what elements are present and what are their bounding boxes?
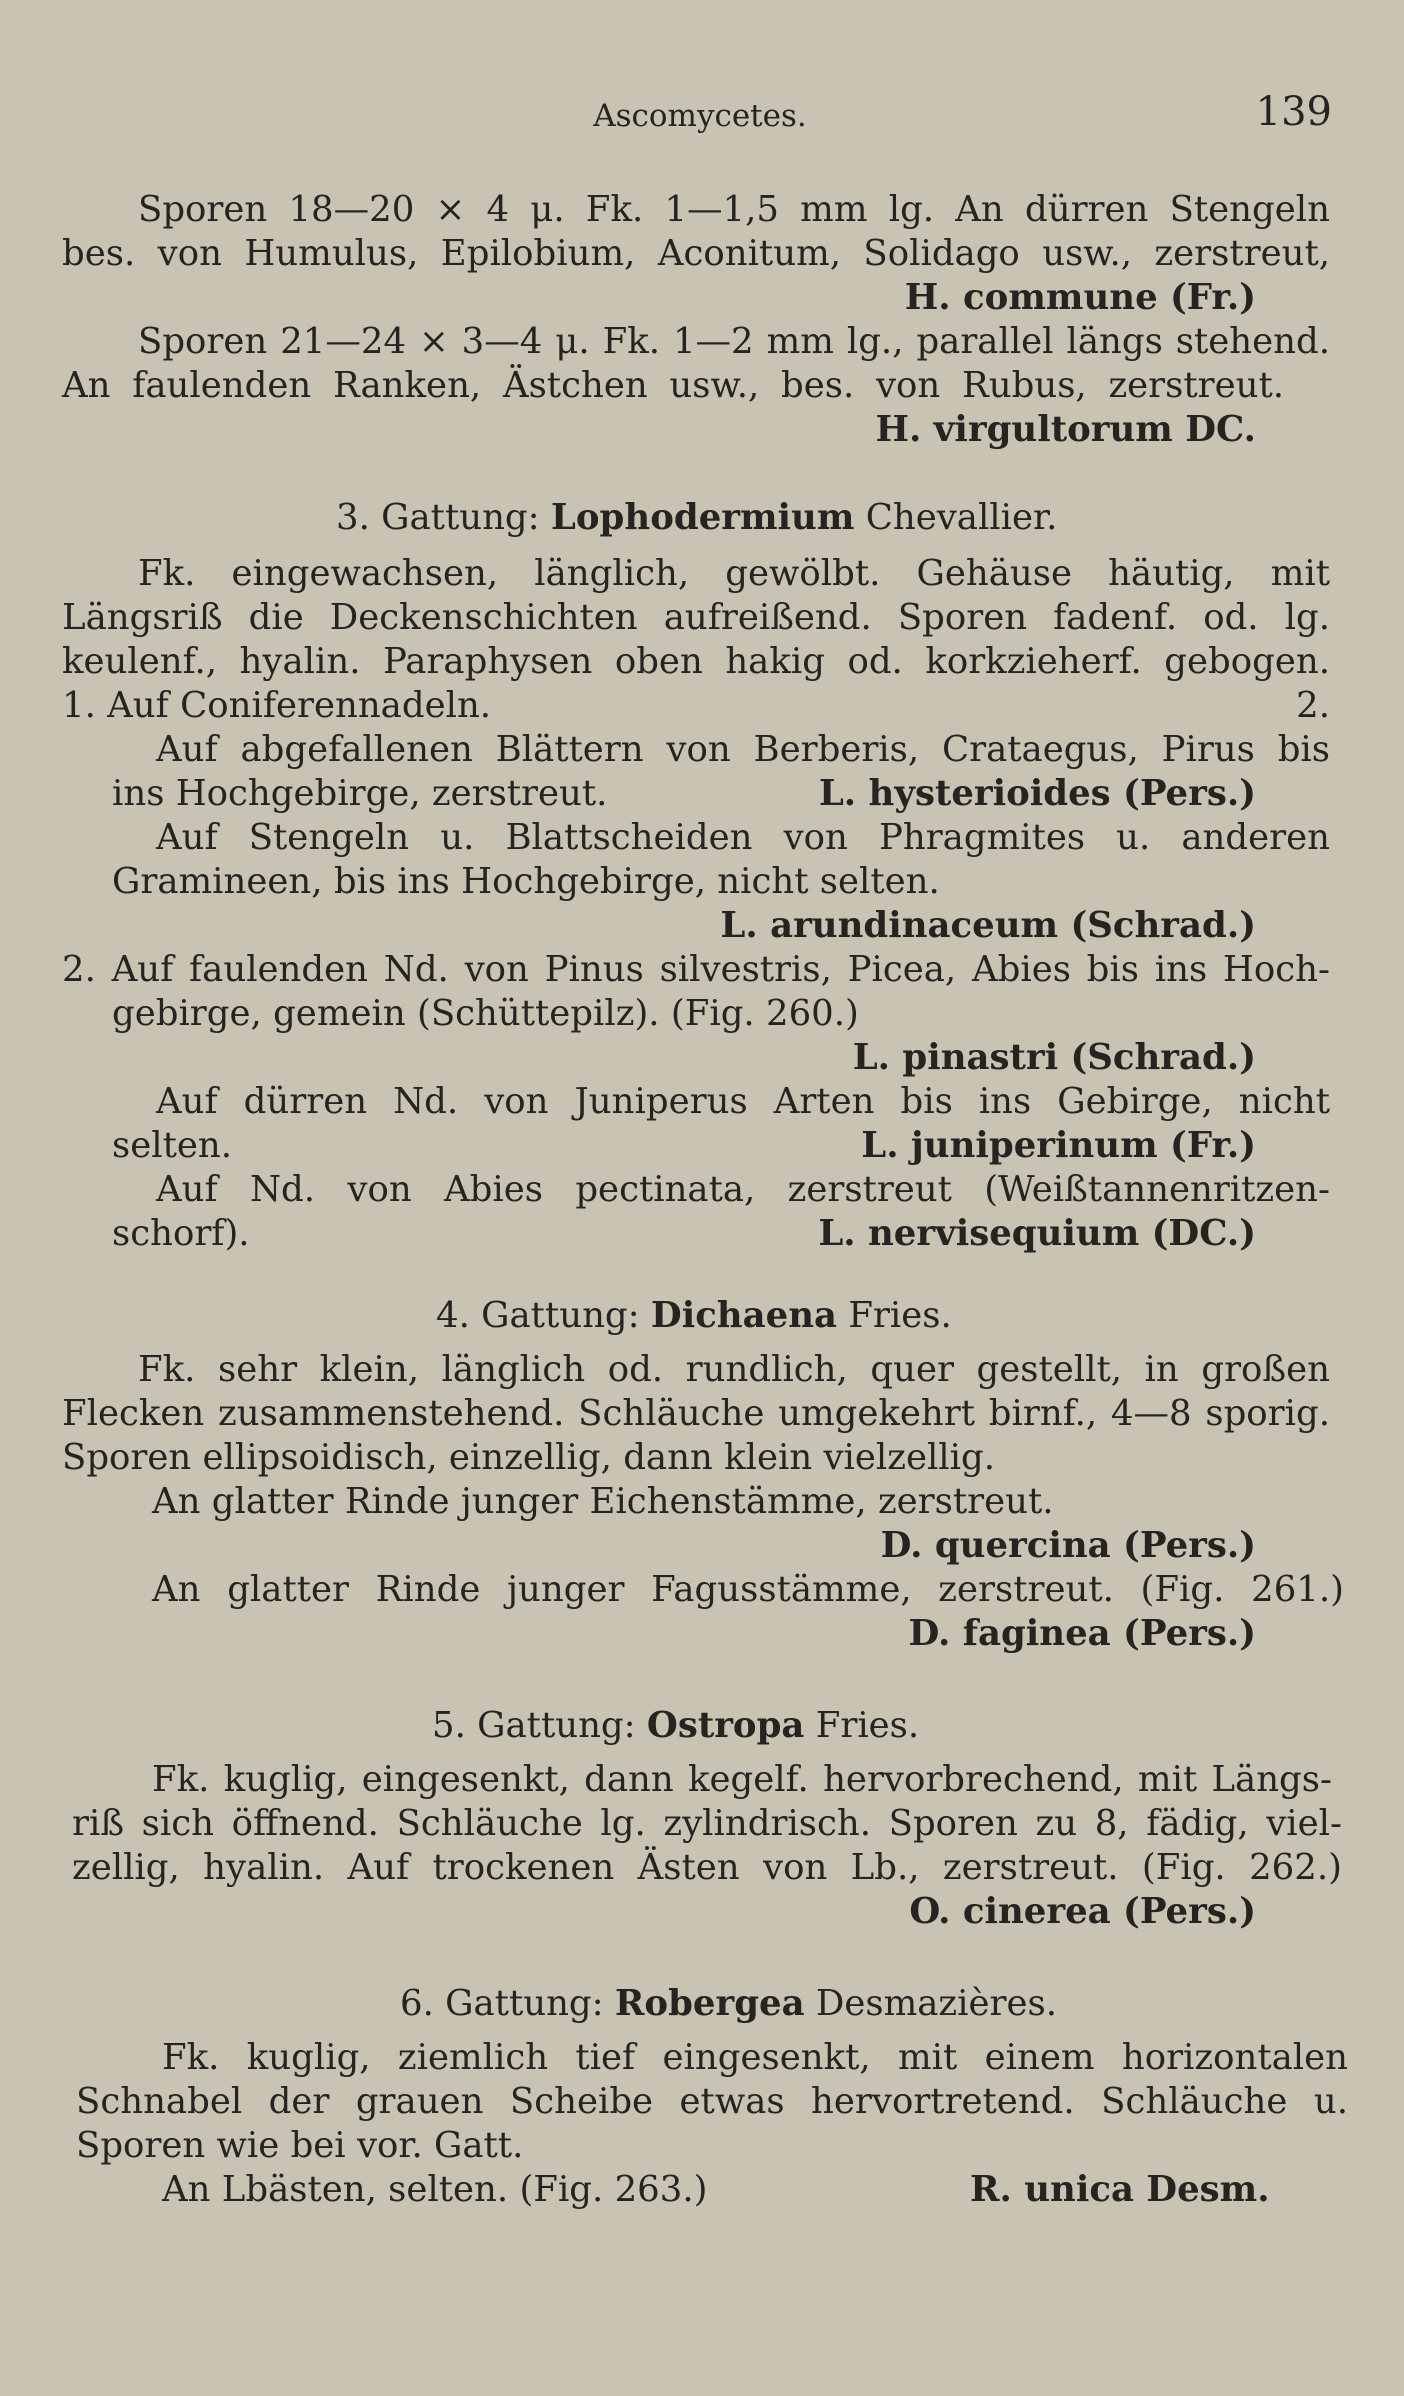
text-line: bes. von Humulus, Epilobium, Aconitum, Solidago usw., zerstreut, xyxy=(62,233,1330,274)
text-line: Fk. sehr klein, länglich od. rundlich, quer gestellt, in großen xyxy=(138,1349,1330,1390)
key-reference: 2. xyxy=(1296,685,1330,726)
genus-heading: 3. Gattung: Lophodermium Chevallier. xyxy=(336,497,1058,538)
text-line: keulenf., hyalin. Paraphysen oben hakig od. korkzieherf. gebogen. xyxy=(62,641,1330,682)
text-line: Flecken zusammenstehend. Schläuche umgekehrt birnf., 4—8 sporig. xyxy=(62,1393,1330,1434)
species-name: H. virgultorum DC. xyxy=(875,409,1256,450)
text-line: Auf dürren Nd. von Juniperus Arten bis ins Gebirge, nicht xyxy=(156,1081,1330,1122)
species-name: R. unica Desm. xyxy=(970,2169,1270,2210)
text-line: gebirge, gemein (Schüttepilz). (Fig. 260.) xyxy=(112,993,859,1034)
text-line: Fk. eingewachsen, länglich, gewölbt. Gehäuse häutig, mit xyxy=(138,553,1330,594)
species-name: H. commune (Fr.) xyxy=(904,277,1256,318)
text-line: 2. Auf faulenden Nd. von Pinus silvestris, Picea, Abies bis ins Hoch- xyxy=(62,949,1330,990)
genus-name: Dichaena xyxy=(650,1295,838,1336)
species-name: L. arundinaceum (Schrad.) xyxy=(720,905,1256,946)
genus-name: Lophodermium xyxy=(550,497,855,538)
text-line: selten. xyxy=(112,1125,233,1166)
page-number: 139 xyxy=(1255,89,1332,135)
species-name: D. quercina (Pers.) xyxy=(880,1525,1256,1566)
text-line: Schnabel der grauen Scheibe etwas hervortretend. Schläuche u. xyxy=(76,2081,1348,2122)
text-line: ins Hochgebirge, zerstreut. xyxy=(112,773,608,814)
running-header: Ascomycetes. xyxy=(593,98,807,134)
species-name: L. pinastri (Schrad.) xyxy=(852,1037,1256,1078)
genus-name: Robergea xyxy=(614,1983,805,2024)
genus-heading: 5. Gattung: Ostropa Fries. xyxy=(432,1705,920,1746)
text-line: schorf). xyxy=(112,1213,250,1254)
text-line: Sporen ellipsoidisch, einzellig, dann klein vielzellig. xyxy=(62,1437,996,1478)
species-name: D. faginea (Pers.) xyxy=(908,1613,1256,1654)
text-line: Sporen 21—24 × 3—4 μ. Fk. 1—2 mm lg., parallel längs stehend. xyxy=(138,321,1330,362)
text-line: 1. Auf Coniferennadeln. xyxy=(62,685,492,726)
text-line: Auf Stengeln u. Blattscheiden von Phragmites u. anderen xyxy=(156,817,1330,858)
text-line: Fk. kuglig, eingesenkt, dann kegelf. hervorbrechend, mit Längs- xyxy=(152,1759,1332,1800)
text-line: riß sich öffnend. Schläuche lg. zylindrisch. Sporen zu 8, fädig, viel- xyxy=(72,1803,1342,1844)
species-name: L. nervisequium (DC.) xyxy=(818,1213,1256,1254)
genus-heading: 4. Gattung: Dichaena Fries. xyxy=(436,1295,952,1336)
text-line: Sporen 18—20 × 4 μ. Fk. 1—1,5 mm lg. An dürren Stengeln xyxy=(138,189,1330,230)
text-line: Auf Nd. von Abies pectinata, zerstreut (Weißtannenritzen- xyxy=(156,1169,1330,1210)
text-line: An Lbästen, selten. (Fig. 263.) xyxy=(162,2169,708,2210)
text-line: Fk. kuglig, ziemlich tief eingesenkt, mit einem horizontalen xyxy=(162,2037,1348,2078)
genus-heading: 6. Gattung: Robergea Desmazières. xyxy=(400,1983,1057,2024)
text-line: An glatter Rinde junger Eichenstämme, zerstreut. xyxy=(152,1481,1054,1522)
genus-name: Ostropa xyxy=(646,1705,805,1746)
text-line: zellig, hyalin. Auf trockenen Ästen von Lb., zerstreut. (Fig. 262.) xyxy=(72,1847,1342,1888)
text-line: An glatter Rinde junger Fagusstämme, zerstreut. (Fig. 261.) xyxy=(152,1569,1344,1610)
text-line: Sporen wie bei vor. Gatt. xyxy=(76,2125,524,2166)
species-name: L. juniperinum (Fr.) xyxy=(861,1125,1256,1166)
text-line: Längsriß die Deckenschichten aufreißend. Sporen fadenf. od. lg. xyxy=(62,597,1330,638)
text-line: Auf abgefallenen Blättern von Berberis, Crataegus, Pirus bis xyxy=(156,729,1330,770)
text-line: An faulenden Ranken, Ästchen usw., bes. von Rubus, zerstreut. xyxy=(62,365,1284,406)
text-line: Gramineen, bis ins Hochgebirge, nicht selten. xyxy=(112,861,940,902)
species-name: L. hysterioides (Pers.) xyxy=(818,773,1256,814)
species-name: O. cinerea (Pers.) xyxy=(909,1891,1256,1932)
